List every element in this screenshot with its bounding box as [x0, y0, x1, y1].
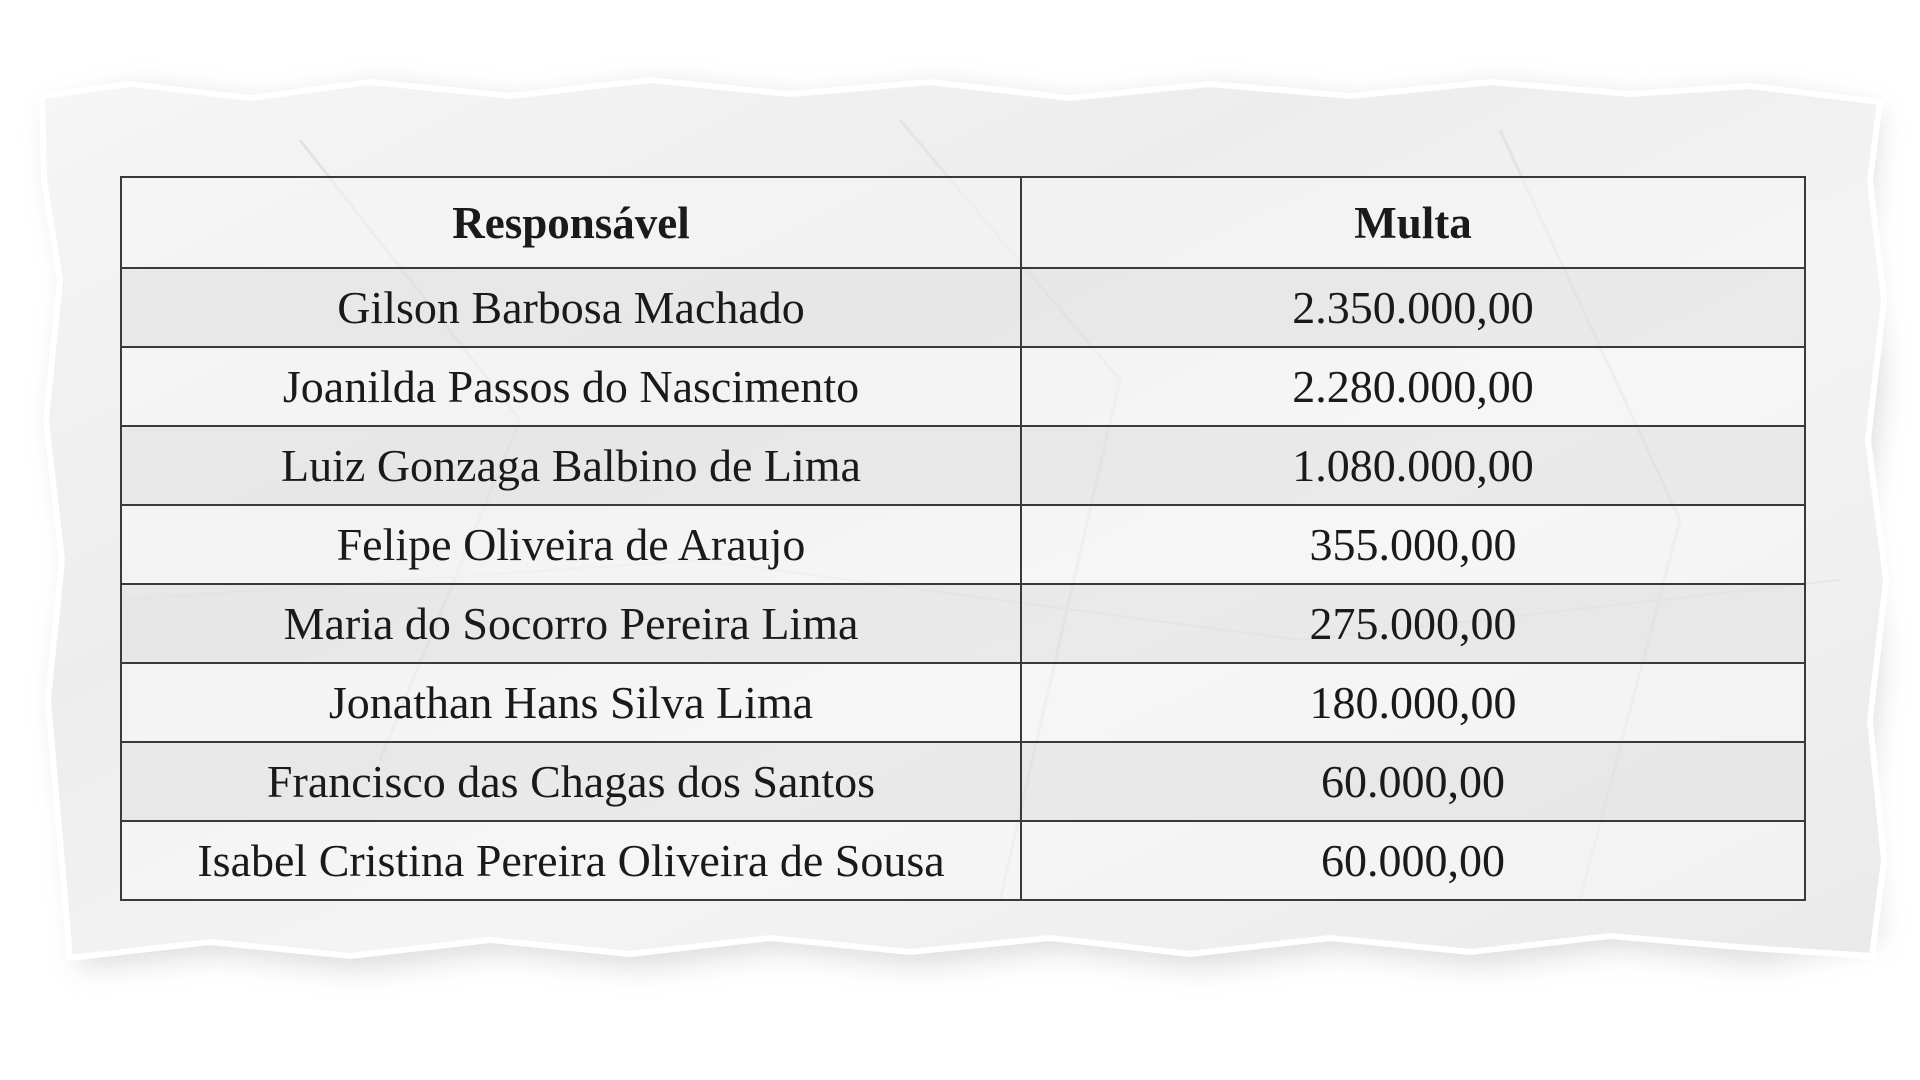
- cell-multa: 60.000,00: [1021, 821, 1805, 900]
- table-row: [121, 663, 1805, 742]
- cell-multa: 180.000,00: [1021, 663, 1805, 742]
- cell-responsavel: Isabel Cristina Pereira Oliveira de Sousa: [121, 821, 1021, 900]
- table-row: [121, 505, 1805, 584]
- table-header-row: [121, 177, 1805, 268]
- cell-responsavel: Jonathan Hans Silva Lima: [121, 663, 1021, 742]
- cell-responsavel: Francisco das Chagas dos Santos: [121, 742, 1021, 821]
- cell-multa: 355.000,00: [1021, 505, 1805, 584]
- fines-table: [120, 176, 1806, 901]
- table-row: [121, 347, 1805, 426]
- cell-multa: 1.080.000,00: [1021, 426, 1805, 505]
- cell-multa: 275.000,00: [1021, 584, 1805, 663]
- fines-table-wrapper: [120, 176, 1804, 901]
- header-responsavel: Responsável: [121, 177, 1021, 268]
- cell-responsavel: Joanilda Passos do Nascimento: [121, 347, 1021, 426]
- cell-multa: 2.280.000,00: [1021, 347, 1805, 426]
- cell-multa: 60.000,00: [1021, 742, 1805, 821]
- table-row: [121, 821, 1805, 900]
- table-row: [121, 742, 1805, 821]
- cell-multa: 2.350.000,00: [1021, 268, 1805, 347]
- table-row: [121, 584, 1805, 663]
- cell-responsavel: Luiz Gonzaga Balbino de Lima: [121, 426, 1021, 505]
- table-row: [121, 426, 1805, 505]
- header-multa: Multa: [1021, 177, 1805, 268]
- cell-responsavel: Gilson Barbosa Machado: [121, 268, 1021, 347]
- cell-responsavel: Maria do Socorro Pereira Lima: [121, 584, 1021, 663]
- cell-responsavel: Felipe Oliveira de Araujo: [121, 505, 1021, 584]
- table-row: [121, 268, 1805, 347]
